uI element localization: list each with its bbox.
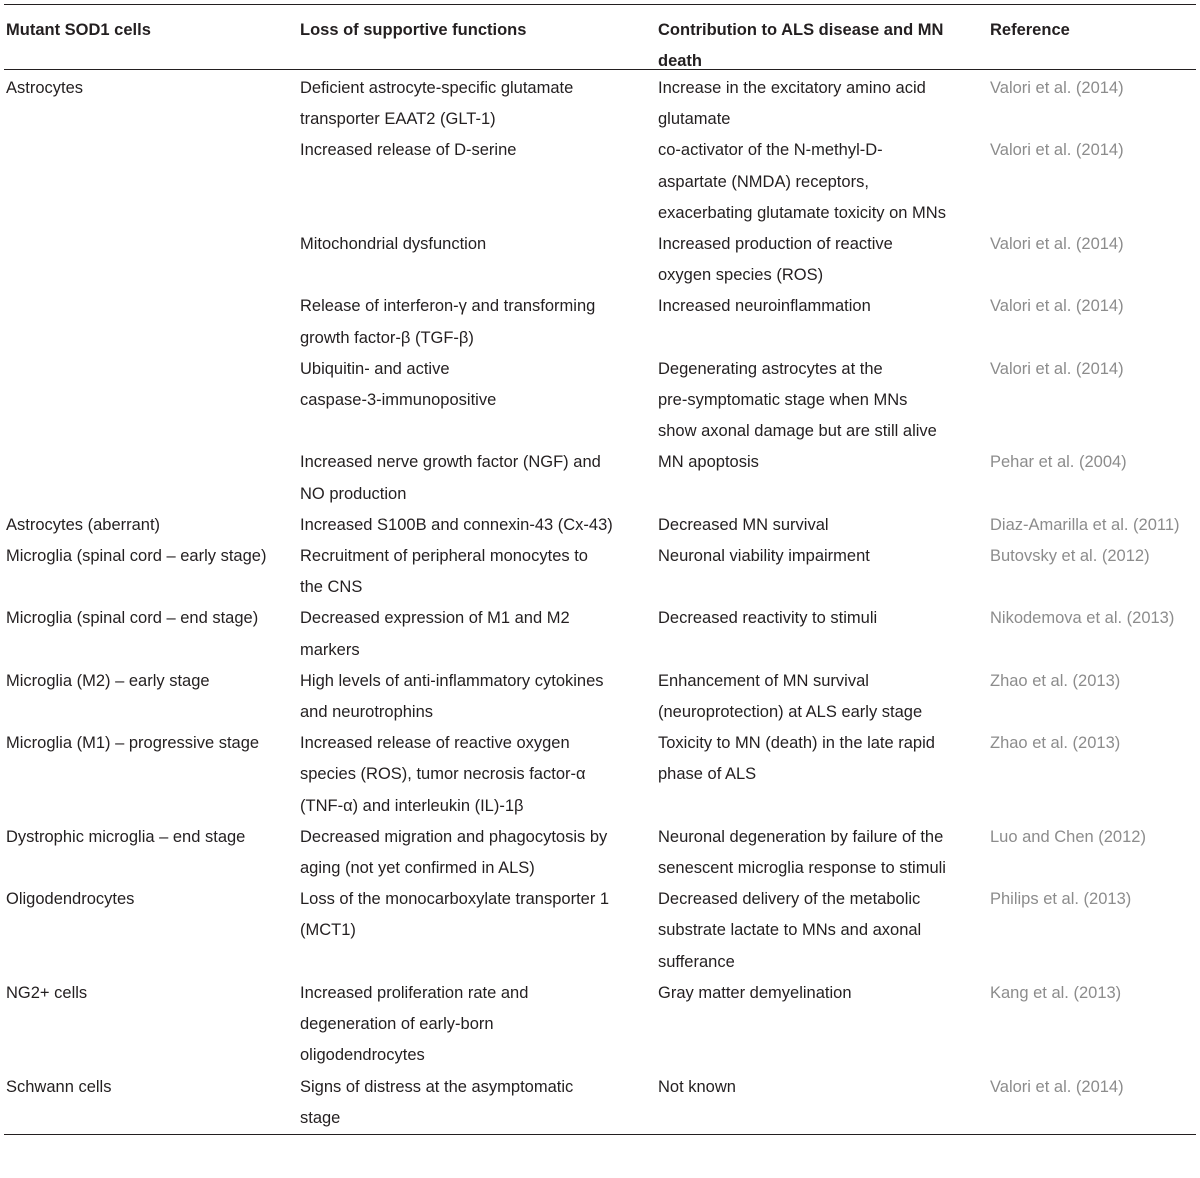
table-header-row [4,5,1196,69]
cell-type: Dystrophic microglia – end stage [6,827,246,846]
loss-of-function-line: Decreased migration and phagocytosis by [300,827,608,846]
header-loss-of-functions: Loss of supportive functions [300,21,527,39]
table-row [4,73,1196,135]
loss-of-function-line: caspase-3-immunopositive [300,391,497,410]
loss-of-function [300,666,658,728]
reference: Nikodemova et al. (2013) [990,609,1175,628]
reference: Zhao et al. (2013) [990,671,1121,690]
table-row [4,666,1196,728]
header-contribution [658,15,990,77]
contribution-line: Neuronal viability impairment [658,547,870,566]
loss-of-function-line: oligodendrocytes [300,1046,425,1065]
table-row [4,978,1196,1072]
loss-of-function-line: Increased proliferation rate and [300,983,529,1002]
contribution-line: pre-symptomatic stage when MNs [658,391,908,410]
header-reference: Reference [990,21,1070,39]
loss-of-function [300,541,658,603]
loss-of-function-line: Loss of the monocarboxylate transporter 1 [300,890,610,909]
loss-of-function [300,354,658,416]
cell-type: Microglia (M1) – progressive stage [6,734,260,753]
reference: Valori et al. (2014) [990,297,1124,316]
cell-type: Schwann cells [6,1077,112,1096]
table-bottom-rule [4,1134,1196,1135]
sod1-table [4,4,1196,1135]
loss-of-function-line: growth factor-β (TGF-β) [300,328,474,347]
reference: Valori et al. (2014) [990,79,1124,97]
contribution-line: co-activator of the N-methyl-D- [658,141,883,160]
contribution-line: Gray matter demyelination [658,983,852,1002]
loss-of-function-line: NO production [300,484,407,503]
cell-type: Astrocytes (aberrant) [6,515,161,534]
loss-of-function-line: Mitochondrial dysfunction [300,235,487,254]
reference: Valori et al. (2014) [990,359,1124,378]
contribution [658,978,990,1009]
reference: Zhao et al. (2013) [990,734,1121,753]
reference: Valori et al. (2014) [990,1077,1124,1096]
table-row [4,510,1196,541]
contribution [658,822,990,884]
loss-of-function-line: Ubiquitin- and active [300,359,450,378]
table-row [4,135,1196,229]
cell-type: Astrocytes [6,79,84,97]
contribution-line: Increased neuroinflammation [658,297,871,316]
contribution-line: glutamate [658,110,731,129]
loss-of-function [300,603,658,665]
contribution [658,541,990,572]
loss-of-function-line: Signs of distress at the asymptomatic [300,1077,574,1096]
table-row [4,603,1196,665]
table-row [4,447,1196,509]
reference: Valori et al. (2014) [990,141,1124,160]
contribution [658,447,990,478]
cell-type: NG2+ cells [6,983,88,1002]
loss-of-function-line: Recruitment of peripheral monocytes to [300,547,588,566]
loss-of-function-line: transporter EAAT2 (GLT-1) [300,110,496,129]
contribution [658,884,990,978]
loss-of-function [300,73,658,135]
loss-of-function [300,1072,658,1134]
table-row [4,354,1196,448]
loss-of-function-line: Increased nerve growth factor (NGF) and [300,453,601,472]
contribution-line: Toxicity to MN (death) in the late rapid [658,734,935,753]
contribution-line: Increase in the excitatory amino acid [658,79,926,97]
contribution [658,229,990,291]
loss-of-function-line: (MCT1) [300,921,356,940]
reference: Philips et al. (2013) [990,890,1132,909]
header-mutant-cells: Mutant SOD1 cells [6,21,151,39]
loss-of-function-line: species (ROS), tumor necrosis factor-α [300,765,586,784]
loss-of-function-line: Increased release of reactive oxygen [300,734,570,753]
table-row [4,822,1196,884]
contribution-line: oxygen species (ROS) [658,266,824,285]
contribution-line: MN apoptosis [658,453,759,472]
loss-of-function-line: High levels of anti-inflammatory cytokines [300,671,604,690]
contribution-line: phase of ALS [658,765,757,784]
cell-type: Microglia (M2) – early stage [6,671,210,690]
loss-of-function [300,510,658,541]
contribution [658,510,990,541]
contribution-line: Decreased delivery of the metabolic [658,890,921,909]
loss-of-function-line: degeneration of early-born [300,1015,494,1034]
contribution [658,728,990,790]
contribution [658,666,990,728]
contribution-line: sufferance [658,952,735,971]
reference: Luo and Chen (2012) [990,827,1146,846]
table-row [4,229,1196,291]
contribution-line: Enhancement of MN survival [658,671,869,690]
reference: Diaz-Amarilla et al. (2011) [990,515,1180,534]
loss-of-function-line: stage [300,1108,341,1127]
table-row [4,728,1196,822]
loss-of-function [300,728,658,822]
loss-of-function [300,884,658,946]
loss-of-function [300,229,658,260]
loss-of-function [300,978,658,1072]
loss-of-function-line: Decreased expression of M1 and M2 [300,609,570,628]
table-row [4,291,1196,353]
contribution-line: exacerbating glutamate toxicity on MNs [658,203,946,222]
table-row [4,1072,1196,1134]
contribution-line: senescent microglia response to stimuli [658,859,946,878]
contribution-line: Decreased MN survival [658,515,829,534]
loss-of-function-line: Deficient astrocyte-specific glutamate [300,79,574,97]
loss-of-function-line: Increased S100B and connexin-43 (Cx-43) [300,515,613,534]
loss-of-function-line: (TNF-α) and interleukin (IL)-1β [300,796,524,815]
header-contribution-line: Contribution to ALS disease and MN [658,21,944,39]
loss-of-function-line: markers [300,640,360,659]
contribution-line: Degenerating astrocytes at the [658,359,883,378]
contribution-line: Decreased reactivity to stimuli [658,609,878,628]
contribution-line: show axonal damage but are still alive [658,422,937,441]
loss-of-function-line: and neurotrophins [300,703,434,722]
loss-of-function-line: the CNS [300,578,363,597]
header-contribution-line: death [658,52,703,71]
contribution-line: substrate lactate to MNs and axonal [658,921,922,940]
loss-of-function [300,822,658,884]
cell-type: Microglia (spinal cord – end stage) [6,609,259,628]
table-body [4,70,1196,1134]
reference: Pehar et al. (2004) [990,453,1127,472]
contribution-line: Not known [658,1077,736,1096]
contribution [658,1072,990,1103]
loss-of-function [300,135,658,166]
cell-type: Microglia (spinal cord – early stage) [6,547,267,566]
contribution [658,354,990,448]
contribution [658,73,990,135]
contribution-line: Neuronal degeneration by failure of the [658,827,944,846]
loss-of-function [300,291,658,353]
contribution [658,135,990,229]
contribution-line: aspartate (NMDA) receptors, [658,172,869,191]
loss-of-function-line: Increased release of D-serine [300,141,517,160]
table-row [4,541,1196,603]
contribution-line: (neuroprotection) at ALS early stage [658,703,923,722]
table-row [4,884,1196,978]
reference: Butovsky et al. (2012) [990,547,1150,566]
loss-of-function-line: Release of interferon-γ and transforming [300,297,596,316]
contribution-line: Increased production of reactive [658,235,893,254]
reference: Kang et al. (2013) [990,983,1122,1002]
loss-of-function-line: aging (not yet confirmed in ALS) [300,859,535,878]
reference: Valori et al. (2014) [990,235,1124,254]
loss-of-function [300,447,658,509]
contribution [658,603,990,634]
contribution [658,291,990,322]
cell-type: Oligodendrocytes [6,890,135,909]
